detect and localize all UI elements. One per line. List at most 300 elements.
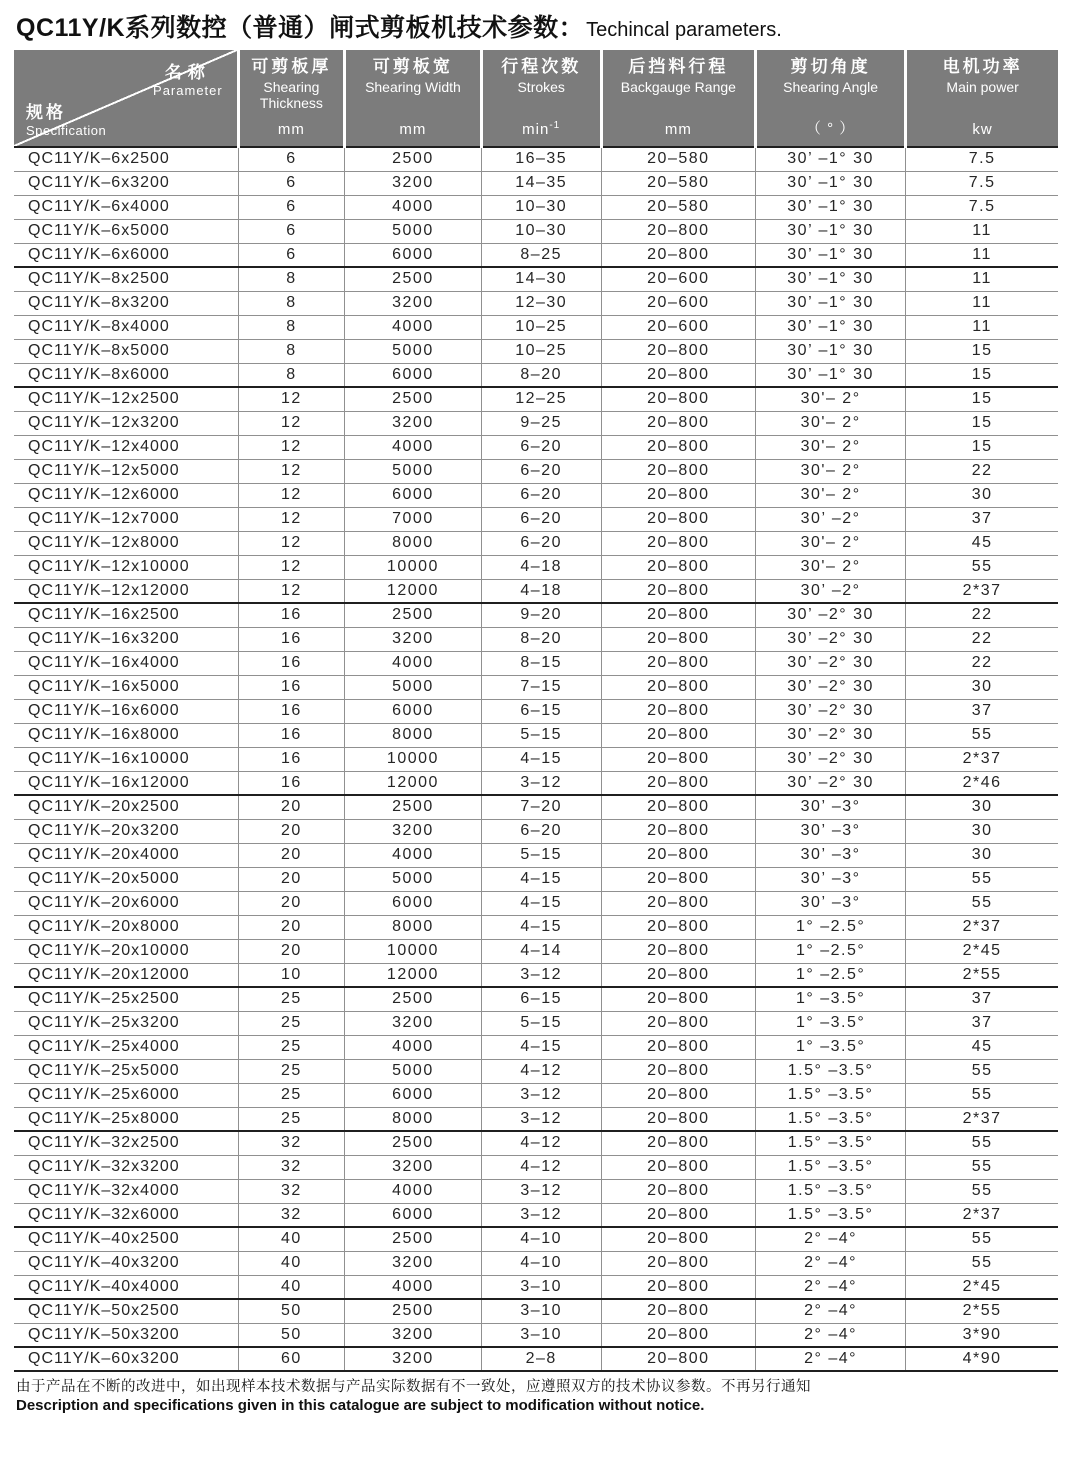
- backgauge-cell: 20–800: [601, 747, 755, 771]
- table-row: [14, 987, 1058, 1011]
- spec-cell: QC11Y/K–6x6000: [28, 245, 170, 263]
- backgauge-cell: 20–800: [601, 1011, 755, 1035]
- backgauge-cell: 20–800: [601, 531, 755, 555]
- header-zh: 后挡料行程: [628, 57, 729, 76]
- thickness-cell: 20: [238, 891, 344, 915]
- table-row: [14, 843, 1058, 867]
- table-row: [14, 963, 1058, 987]
- header-unit: mm: [664, 121, 692, 138]
- spec-cell: QC11Y/K–6x5000: [28, 222, 170, 239]
- thickness-cell: 8: [238, 267, 344, 291]
- power-cell: 55: [906, 1059, 1058, 1083]
- strokes-cell: 7–15: [481, 675, 601, 699]
- backgauge-cell: 20–800: [601, 915, 755, 939]
- table-row: [14, 483, 1058, 507]
- power-cell: 2*37: [906, 1107, 1058, 1131]
- backgauge-cell: 20–800: [601, 867, 755, 891]
- strokes-cell: 6–20: [481, 531, 601, 555]
- backgauge-cell: 20–800: [601, 771, 755, 795]
- strokes-cell: 4–15: [481, 915, 601, 939]
- spec-cell: QC11Y/K–6x3200: [28, 174, 170, 191]
- table-row: [14, 675, 1058, 699]
- angle-cell: 30'– 2°: [756, 435, 906, 459]
- table-body: [14, 147, 1058, 1371]
- table-row: [14, 579, 1058, 603]
- power-cell: 37: [906, 699, 1058, 723]
- header-unit: $\min^{-1}$: [522, 120, 561, 138]
- width-cell: 6000: [345, 363, 482, 387]
- power-cell: 37: [906, 987, 1058, 1011]
- width-cell: 2500: [345, 795, 482, 819]
- power-cell: 2*45: [906, 1275, 1058, 1299]
- spec-cell: QC11Y/K–50x3200: [28, 1325, 180, 1343]
- angle-cell: 1.5° –3.5°: [756, 1083, 906, 1107]
- spec-cell: QC11Y/K–12x5000: [28, 462, 180, 479]
- spec-cell: QC11Y/K–8x4000: [28, 318, 170, 335]
- table-row: [14, 651, 1058, 675]
- backgauge-cell: 20–800: [601, 1035, 755, 1059]
- strokes-cell: 4–18: [481, 555, 601, 579]
- strokes-cell: 6–20: [481, 819, 601, 843]
- strokes-cell: 10–25: [481, 315, 601, 339]
- page-title-en: Techincal parameters.: [586, 19, 782, 41]
- table-row: [14, 291, 1058, 315]
- thickness-cell: 12: [238, 579, 344, 603]
- angle-cell: 30’ –1° 30: [756, 363, 906, 387]
- width-cell: 7000: [345, 507, 482, 531]
- angle-cell: 1° –3.5°: [756, 987, 906, 1011]
- table-row: [14, 699, 1058, 723]
- strokes-cell: 14–35: [481, 171, 601, 195]
- backgauge-cell: 20–800: [601, 627, 755, 651]
- power-cell: 22: [906, 603, 1058, 627]
- spec-cell: QC11Y/K–12x7000: [28, 510, 180, 527]
- angle-cell: 30’ –2°: [756, 507, 906, 531]
- power-cell: 55: [906, 891, 1058, 915]
- backgauge-cell: 20–800: [601, 339, 755, 363]
- page-title: [16, 8, 1058, 44]
- thickness-cell: 50: [238, 1323, 344, 1347]
- angle-cell: 30'– 2°: [756, 387, 906, 411]
- thickness-cell: 25: [238, 987, 344, 1011]
- strokes-cell: 4–15: [481, 891, 601, 915]
- backgauge-cell: 20–800: [601, 987, 755, 1011]
- spec-cell: QC11Y/K–25x3200: [28, 1014, 180, 1031]
- strokes-cell: 3–12: [481, 1083, 601, 1107]
- angle-cell: 30’ –2° 30: [756, 627, 906, 651]
- spec-cell: QC11Y/K–25x8000: [28, 1109, 180, 1127]
- thickness-cell: 16: [238, 675, 344, 699]
- table-row: [14, 603, 1058, 627]
- angle-cell: 1.5° –3.5°: [756, 1107, 906, 1131]
- header-shearing-angle: [756, 50, 906, 147]
- power-cell: 11: [906, 243, 1058, 267]
- corner-parameter-zh: 名称: [164, 63, 211, 82]
- table-row: [14, 1347, 1058, 1371]
- table-row: [14, 267, 1058, 291]
- header-unit: mm: [399, 121, 427, 138]
- spec-cell: QC11Y/K–50x2500: [28, 1302, 180, 1320]
- thickness-cell: 16: [238, 771, 344, 795]
- angle-cell: 2° –4°: [756, 1299, 906, 1323]
- spec-cell: QC11Y/K–8x6000: [28, 365, 170, 383]
- backgauge-cell: 20–800: [601, 435, 755, 459]
- width-cell: 3200: [345, 1011, 482, 1035]
- angle-cell: 30’ –2° 30: [756, 771, 906, 795]
- power-cell: 11: [906, 267, 1058, 291]
- backgauge-cell: 20–800: [601, 699, 755, 723]
- spec-cell: QC11Y/K–25x4000: [28, 1038, 180, 1055]
- spec-cell: QC11Y/K–20x10000: [28, 942, 190, 959]
- spec-cell: QC11Y/K–20x4000: [28, 846, 180, 863]
- spec-cell: QC11Y/K–16x4000: [28, 654, 180, 671]
- angle-cell: 30’ –1° 30: [756, 195, 906, 219]
- strokes-cell: 4–15: [481, 867, 601, 891]
- thickness-cell: 6: [238, 219, 344, 243]
- table-row: [14, 1203, 1058, 1227]
- thickness-cell: 6: [238, 243, 344, 267]
- strokes-cell: 2–8: [481, 1347, 601, 1371]
- backgauge-cell: 20–800: [601, 459, 755, 483]
- table-row: [14, 1059, 1058, 1083]
- spec-cell: QC11Y/K–20x2500: [28, 798, 180, 816]
- angle-cell: 30’ –2° 30: [756, 699, 906, 723]
- header-main-power: [906, 50, 1058, 147]
- spec-cell: QC11Y/K–32x6000: [28, 1205, 180, 1223]
- backgauge-cell: 20–800: [601, 819, 755, 843]
- spec-cell: QC11Y/K–16x3200: [28, 630, 180, 647]
- table-row: [14, 771, 1058, 795]
- table-row: [14, 411, 1058, 435]
- backgauge-cell: 20–800: [601, 939, 755, 963]
- strokes-cell: 4–12: [481, 1059, 601, 1083]
- width-cell: 2500: [345, 147, 482, 171]
- width-cell: 3200: [345, 819, 482, 843]
- backgauge-cell: 20–800: [601, 483, 755, 507]
- width-cell: 4000: [345, 315, 482, 339]
- power-cell: 55: [906, 723, 1058, 747]
- power-cell: 11: [906, 315, 1058, 339]
- header-unit: kw: [972, 121, 993, 138]
- width-cell: 6000: [345, 1083, 482, 1107]
- backgauge-cell: 20–800: [601, 1083, 755, 1107]
- width-cell: 10000: [345, 747, 482, 771]
- power-cell: 2*37: [906, 579, 1058, 603]
- angle-cell: 1° –2.5°: [756, 939, 906, 963]
- header-en: Strokes: [517, 78, 565, 95]
- width-cell: 2500: [345, 987, 482, 1011]
- strokes-cell: 4–12: [481, 1131, 601, 1155]
- thickness-cell: 8: [238, 339, 344, 363]
- width-cell: 2500: [345, 603, 482, 627]
- backgauge-cell: 20–800: [601, 1347, 755, 1371]
- power-cell: 55: [906, 1083, 1058, 1107]
- thickness-cell: 20: [238, 915, 344, 939]
- thickness-cell: 32: [238, 1179, 344, 1203]
- angle-cell: 30’ –2° 30: [756, 603, 906, 627]
- table-row: [14, 1083, 1058, 1107]
- spec-cell: QC11Y/K–6x4000: [28, 198, 170, 215]
- backgauge-cell: 20–800: [601, 1227, 755, 1251]
- width-cell: 5000: [345, 867, 482, 891]
- angle-cell: 30’ –1° 30: [756, 171, 906, 195]
- footer-note-en: Description and specifications given in this catalogue are subject to modification without notice.: [16, 1397, 705, 1414]
- table-row: [14, 867, 1058, 891]
- angle-cell: 1° –2.5°: [756, 915, 906, 939]
- strokes-cell: 14–30: [481, 267, 601, 291]
- angle-cell: 30’ –1° 30: [756, 243, 906, 267]
- strokes-cell: 4–15: [481, 1035, 601, 1059]
- spec-cell: QC11Y/K–8x3200: [28, 294, 170, 311]
- width-cell: 5000: [345, 675, 482, 699]
- strokes-cell: 9–25: [481, 411, 601, 435]
- table-row: [14, 555, 1058, 579]
- backgauge-cell: 20–800: [601, 675, 755, 699]
- backgauge-cell: 20–800: [601, 1155, 755, 1179]
- angle-cell: 30’ –1° 30: [756, 339, 906, 363]
- angle-cell: 30’ –2°: [756, 579, 906, 603]
- spec-cell: QC11Y/K–25x2500: [28, 990, 180, 1008]
- spec-cell: QC11Y/K–25x6000: [28, 1086, 180, 1103]
- angle-cell: 30’ –3°: [756, 867, 906, 891]
- width-cell: 4000: [345, 1035, 482, 1059]
- power-cell: 15: [906, 339, 1058, 363]
- power-cell: 7.5: [906, 147, 1058, 171]
- width-cell: 3200: [345, 1323, 482, 1347]
- angle-cell: 30’ –3°: [756, 843, 906, 867]
- width-cell: 5000: [345, 459, 482, 483]
- power-cell: 55: [906, 1251, 1058, 1275]
- backgauge-cell: 20–800: [601, 579, 755, 603]
- width-cell: 5000: [345, 339, 482, 363]
- spec-cell: QC11Y/K–8x2500: [28, 270, 170, 288]
- angle-cell: 30’ –1° 30: [756, 267, 906, 291]
- power-cell: 2*55: [906, 1299, 1058, 1323]
- width-cell: 10000: [345, 939, 482, 963]
- strokes-cell: 3–12: [481, 1179, 601, 1203]
- power-cell: 2*46: [906, 771, 1058, 795]
- table-row: [14, 459, 1058, 483]
- backgauge-cell: 20–800: [601, 219, 755, 243]
- table-row: [14, 1035, 1058, 1059]
- angle-cell: 30'– 2°: [756, 483, 906, 507]
- table-row: [14, 315, 1058, 339]
- spec-cell: QC11Y/K–32x2500: [28, 1134, 180, 1152]
- thickness-cell: 12: [238, 555, 344, 579]
- thickness-cell: 6: [238, 195, 344, 219]
- power-cell: 2*37: [906, 1203, 1058, 1227]
- width-cell: 8000: [345, 531, 482, 555]
- angle-cell: 30’ –1° 30: [756, 219, 906, 243]
- table-row: [14, 747, 1058, 771]
- header-en: Shearing Thickness: [259, 78, 323, 111]
- power-cell: 30: [906, 675, 1058, 699]
- angle-cell: 30’ –1° 30: [756, 147, 906, 171]
- power-cell: 15: [906, 363, 1058, 387]
- angle-cell: 1° –3.5°: [756, 1011, 906, 1035]
- power-cell: 11: [906, 291, 1058, 315]
- backgauge-cell: 20–800: [601, 795, 755, 819]
- corner-parameter-en: Parameter: [153, 83, 223, 98]
- backgauge-cell: 20–800: [601, 651, 755, 675]
- width-cell: 10000: [345, 555, 482, 579]
- thickness-cell: 20: [238, 843, 344, 867]
- width-cell: 2500: [345, 387, 482, 411]
- width-cell: 6000: [345, 243, 482, 267]
- corner-specification-en: Specification: [26, 123, 107, 138]
- strokes-cell: 3–10: [481, 1299, 601, 1323]
- table-row: [14, 1299, 1058, 1323]
- table-row: [14, 915, 1058, 939]
- strokes-cell: 6–15: [481, 699, 601, 723]
- backgauge-cell: 20–800: [601, 1323, 755, 1347]
- header-backgauge-range: [601, 50, 755, 147]
- angle-cell: 1° –3.5°: [756, 1035, 906, 1059]
- power-cell: 37: [906, 507, 1058, 531]
- power-cell: 55: [906, 1227, 1058, 1251]
- table-row: [14, 627, 1058, 651]
- power-cell: 22: [906, 651, 1058, 675]
- diagonal-divider: [14, 50, 237, 146]
- width-cell: 5000: [345, 1059, 482, 1083]
- power-cell: 55: [906, 867, 1058, 891]
- table-row: [14, 1251, 1058, 1275]
- backgauge-cell: 20–800: [601, 723, 755, 747]
- corner-parameter-label: [153, 58, 223, 98]
- spec-cell: QC11Y/K–20x8000: [28, 918, 180, 935]
- angle-cell: 30'– 2°: [756, 459, 906, 483]
- angle-cell: 30’ –2° 30: [756, 651, 906, 675]
- strokes-cell: 10–30: [481, 195, 601, 219]
- thickness-cell: 6: [238, 171, 344, 195]
- strokes-cell: 4–10: [481, 1227, 601, 1251]
- power-cell: 30: [906, 843, 1058, 867]
- corner-specification-zh: 规格: [26, 103, 66, 122]
- table-row: [14, 147, 1058, 171]
- angle-cell: 1.5° –3.5°: [756, 1155, 906, 1179]
- thickness-cell: 16: [238, 627, 344, 651]
- backgauge-cell: 20–800: [601, 1059, 755, 1083]
- power-cell: 55: [906, 1179, 1058, 1203]
- strokes-cell: 3–12: [481, 771, 601, 795]
- power-cell: 55: [906, 1131, 1058, 1155]
- thickness-cell: 12: [238, 459, 344, 483]
- backgauge-cell: 20–800: [601, 1299, 755, 1323]
- strokes-cell: 12–30: [481, 291, 601, 315]
- thickness-cell: 16: [238, 723, 344, 747]
- table-row: [14, 939, 1058, 963]
- thickness-cell: 12: [238, 531, 344, 555]
- power-cell: 2*55: [906, 963, 1058, 987]
- width-cell: 3200: [345, 1155, 482, 1179]
- angle-cell: 30'– 2°: [756, 411, 906, 435]
- table-row: [14, 1011, 1058, 1035]
- backgauge-cell: 20–800: [601, 243, 755, 267]
- table-row: [14, 507, 1058, 531]
- spec-cell: QC11Y/K–16x10000: [28, 750, 190, 767]
- header-zh: 可剪板宽: [372, 57, 453, 76]
- header-zh: 可剪板厚: [251, 57, 332, 76]
- width-cell: 4000: [345, 1275, 482, 1299]
- thickness-cell: 6: [238, 147, 344, 171]
- spec-cell: QC11Y/K–12x3200: [28, 414, 180, 431]
- table-row: [14, 339, 1058, 363]
- width-cell: 6000: [345, 483, 482, 507]
- strokes-cell: 5–15: [481, 1011, 601, 1035]
- power-cell: 55: [906, 1155, 1058, 1179]
- power-cell: 55: [906, 555, 1058, 579]
- angle-cell: 1.5° –3.5°: [756, 1131, 906, 1155]
- table-header-row: [14, 50, 1058, 147]
- strokes-cell: 3–10: [481, 1275, 601, 1299]
- spec-cell: QC11Y/K–20x3200: [28, 822, 180, 839]
- table-row: [14, 1155, 1058, 1179]
- strokes-cell: 8–25: [481, 243, 601, 267]
- strokes-cell: 4–18: [481, 579, 601, 603]
- width-cell: 2500: [345, 1131, 482, 1155]
- angle-cell: 2° –4°: [756, 1227, 906, 1251]
- spec-cell: QC11Y/K–12x6000: [28, 486, 180, 503]
- strokes-cell: 4–14: [481, 939, 601, 963]
- angle-cell: 1.5° –3.5°: [756, 1059, 906, 1083]
- power-cell: 22: [906, 627, 1058, 651]
- power-cell: 45: [906, 1035, 1058, 1059]
- table-row: [14, 723, 1058, 747]
- width-cell: 6000: [345, 699, 482, 723]
- table-row: [14, 891, 1058, 915]
- thickness-cell: 16: [238, 699, 344, 723]
- backgauge-cell: 20–580: [601, 171, 755, 195]
- power-cell: 45: [906, 531, 1058, 555]
- width-cell: 4000: [345, 1179, 482, 1203]
- header-en: Backgauge Range: [620, 78, 736, 95]
- thickness-cell: 25: [238, 1035, 344, 1059]
- header-unit: （ ° ）: [805, 120, 856, 137]
- strokes-cell: 3–12: [481, 1107, 601, 1131]
- thickness-cell: 40: [238, 1227, 344, 1251]
- width-cell: 6000: [345, 891, 482, 915]
- angle-cell: 2° –4°: [756, 1323, 906, 1347]
- width-cell: 4000: [345, 843, 482, 867]
- backgauge-cell: 20–600: [601, 291, 755, 315]
- footer-note-zh: 由于产品在不断的改进中，如出现样本技术数据与产品实际数据有不一致处，应遵照双方的技术协议参数。不再另行通知: [16, 1379, 811, 1395]
- width-cell: 12000: [345, 963, 482, 987]
- header-zh: 剪切角度: [790, 57, 871, 76]
- strokes-cell: 5–15: [481, 723, 601, 747]
- spec-cell: QC11Y/K–12x4000: [28, 438, 180, 455]
- strokes-cell: 3–12: [481, 963, 601, 987]
- width-cell: 8000: [345, 915, 482, 939]
- table-row: [14, 171, 1058, 195]
- table-row: [14, 1275, 1058, 1299]
- corner-header-cell: [14, 50, 238, 147]
- angle-cell: 30’ –2° 30: [756, 747, 906, 771]
- spec-cell: QC11Y/K–12x10000: [28, 558, 190, 575]
- angle-cell: 30’ –2° 30: [756, 675, 906, 699]
- backgauge-cell: 20–580: [601, 147, 755, 171]
- power-cell: 15: [906, 435, 1058, 459]
- width-cell: 5000: [345, 219, 482, 243]
- thickness-cell: 25: [238, 1011, 344, 1035]
- strokes-cell: 4–10: [481, 1251, 601, 1275]
- strokes-cell: 8–20: [481, 627, 601, 651]
- width-cell: 3200: [345, 627, 482, 651]
- thickness-cell: 20: [238, 939, 344, 963]
- header-zh: 行程次数: [501, 57, 582, 76]
- table-row: [14, 819, 1058, 843]
- strokes-cell: 5–15: [481, 843, 601, 867]
- strokes-cell: 4–15: [481, 747, 601, 771]
